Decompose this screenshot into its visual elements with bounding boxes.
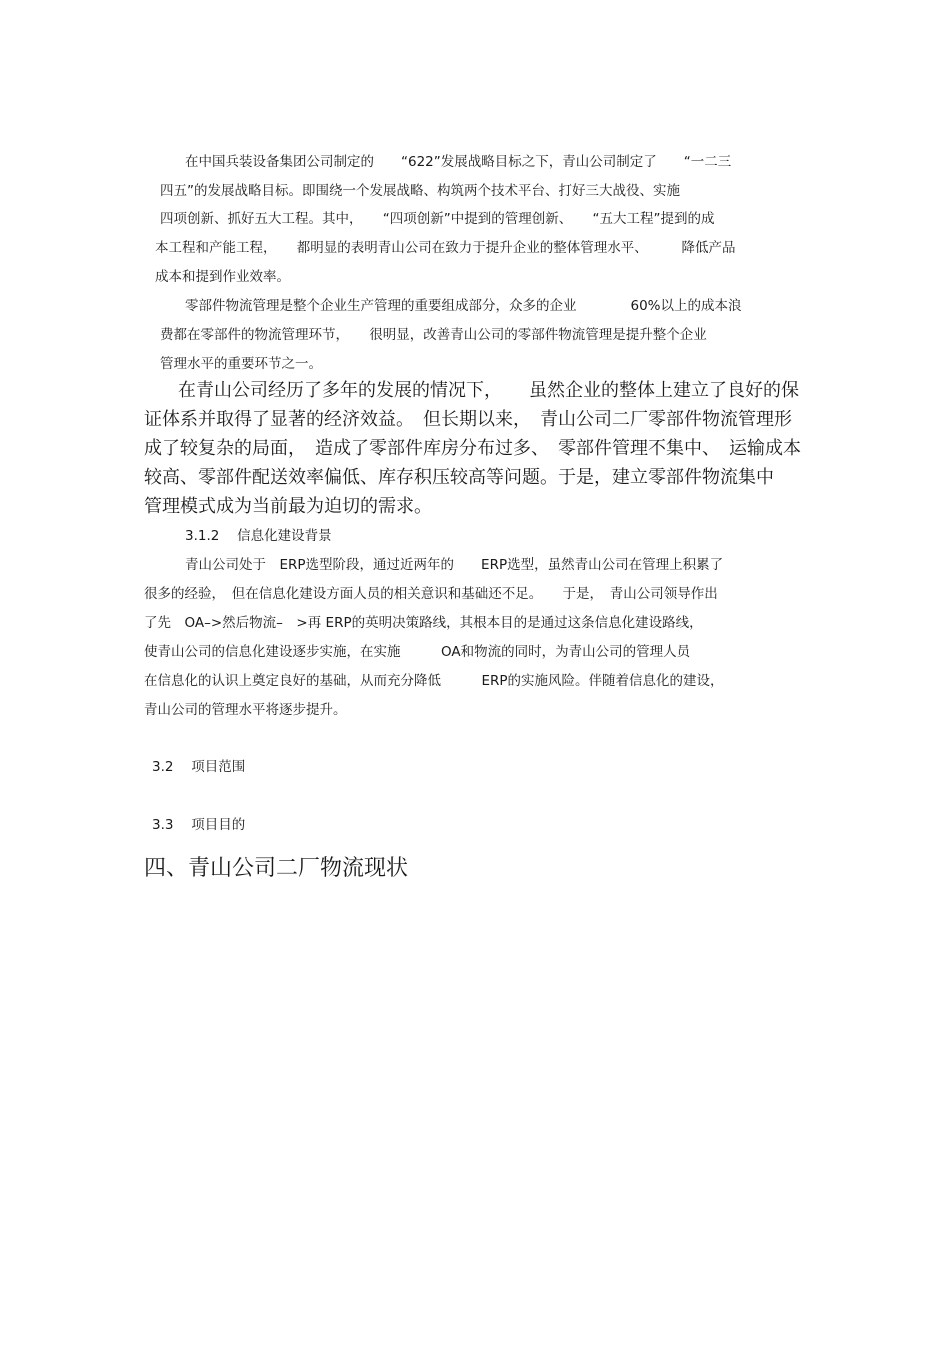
chapter-heading-4: 四、青山公司二厂物流现状 <box>144 856 409 881</box>
paragraph-4-line-6: 青山公司的管理水平将逐步提升。 <box>144 702 347 718</box>
paragraph-3-line-4: 较高、零部件配送效率偏低、库存积压较高等问题。于是，建立零部件物流集中 <box>144 467 774 488</box>
paragraph-3-line-1: 在青山公司经历了多年的发展的情况下， 虽然企业的整体上建立了良好的保 <box>178 380 799 401</box>
paragraph-1-line-1: 在中国兵装设备集团公司制定的 “622”发展战略目标之下，青山公司制定了 “一二三 <box>185 154 732 170</box>
paragraph-4-line-5: 在信息化的认识上奠定良好的基础，从而充分降低 ERP的实施风险。伴随着信息化的建设， <box>144 673 724 689</box>
paragraph-1-line-2: 四五”的发展战略目标。即围绕一个发展战略、构筑两个技术平台、打好三大战役、实施 <box>160 183 680 199</box>
paragraph-1-line-3: 四项创新、抓好五大工程。其中， “四项创新”中提到的管理创新、 “五大工程”提到的成 <box>160 211 715 227</box>
paragraph-2-line-3: 管理水平的重要环节之一。 <box>160 356 322 372</box>
paragraph-1-line-5: 成本和提到作业效率。 <box>155 269 290 285</box>
heading-3-1-2: 3.1.2 信息化建设背景 <box>185 528 332 544</box>
paragraph-2-line-1: 零部件物流管理是整个企业生产管理的重要组成部分，众多的企业 60%以上的成本浪 <box>185 298 742 314</box>
paragraph-3-line-2: 证体系并取得了显著的经济效益。 但长期以来， 青山公司二厂零部件物流管理形 <box>144 409 792 430</box>
paragraph-2-line-2: 费都在零部件的物流管理环节， 很明显，改善青山公司的零部件物流管理是提升整个企业 <box>160 327 707 343</box>
paragraph-4-line-4: 使青山公司的信息化建设逐步实施，在实施 OA和物流的同时，为青山公司的管理人员 <box>144 644 691 660</box>
paragraph-3-line-3: 成了较复杂的局面， 造成了零部件库房分布过多、 零部件管理不集中、 运输成本 <box>144 438 801 459</box>
paragraph-4-line-3: 了先 OA–>然后物流– >再 ERP的英明决策路线，其根本目的是通过这条信息化建设路线， <box>144 615 703 631</box>
paragraph-1-line-4: 本工程和产能工程， 都明显的表明青山公司在致力于提升企业的整体管理水平、 降低产品 <box>155 240 736 256</box>
paragraph-3-line-5: 管理模式成为当前最为迫切的需求。 <box>144 496 432 517</box>
paragraph-4-line-2: 很多的经验， 但在信息化建设方面人员的相关意识和基础还不足。 于是， 青山公司领导作出 <box>144 586 718 602</box>
paragraph-4-line-1: 青山公司处于 ERP选型阶段，通过近两年的 ERP选型，虽然青山公司在管理上积累了 <box>185 557 724 573</box>
heading-3-2: 3.2 项目范围 <box>152 759 246 775</box>
heading-3-3: 3.3 项目目的 <box>152 817 246 833</box>
